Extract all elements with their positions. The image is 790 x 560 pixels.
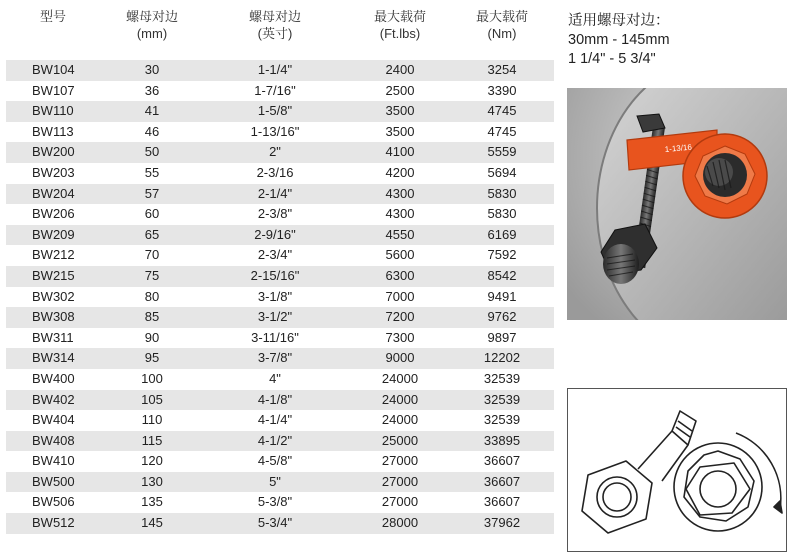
cell-nut-inch: 5-3/8" [257, 494, 293, 510]
cell-max-load-nm: 9491 [487, 288, 517, 304]
header-model-label: 型号 [40, 9, 67, 24]
wrench-diagram [568, 389, 787, 552]
cell-nut-inch: 2-3/4" [257, 247, 293, 263]
wrench-handle-outline [638, 431, 688, 481]
table-row [6, 204, 554, 225]
bolt-outline [672, 411, 696, 445]
cell-nut-inch: 2-9/16" [254, 226, 296, 242]
range-imperial: 1 1/4" - 5 3/4" [568, 51, 656, 67]
range-title: 适用螺母对边： [568, 13, 670, 29]
cell-nut-inch: 3-7/8" [257, 350, 293, 366]
usage-line-drawing [567, 388, 787, 552]
cell-model: BW512 [32, 515, 75, 531]
cell-nut-mm: 46 [144, 123, 160, 139]
nut-range-info [568, 12, 788, 69]
cell-nut-mm: 135 [141, 494, 163, 510]
cell-nut-inch: 3-1/2" [257, 309, 293, 325]
cell-max-load-nm: 32539 [483, 412, 521, 428]
table-row [6, 451, 554, 472]
cell-max-load-ftlbs: 27000 [381, 494, 419, 510]
cell-model: BW104 [32, 62, 75, 77]
cell-model: BW314 [32, 350, 75, 366]
cell-max-load-ftlbs: 24000 [381, 391, 419, 407]
cell-nut-mm: 70 [144, 247, 160, 263]
cell-model: BW203 [32, 164, 75, 180]
cell-nut-mm: 60 [144, 206, 160, 222]
cell-nut-inch: 4-1/8" [257, 391, 293, 407]
cell-max-load-nm: 37962 [483, 515, 521, 531]
cell-max-load-ftlbs: 25000 [381, 432, 419, 448]
cell-model: BW404 [32, 412, 75, 428]
table-row [6, 266, 554, 287]
cell-nut-mm: 90 [144, 329, 160, 345]
cell-max-load-nm: 5559 [487, 144, 517, 160]
cell-max-load-ftlbs: 27000 [381, 473, 419, 489]
header-max-load-nm-line2: (Nm) [487, 26, 517, 41]
cell-nut-inch: 5-3/4" [257, 515, 293, 531]
cell-max-load-nm: 33895 [483, 432, 521, 448]
cell-max-load-nm: 3254 [487, 62, 517, 77]
cell-nut-inch: 1-7/16" [254, 82, 296, 98]
table-row [6, 184, 554, 205]
cell-max-load-ftlbs: 7200 [385, 309, 415, 325]
cell-model: BW212 [32, 247, 75, 263]
table-row [6, 348, 554, 369]
cell-model: BW200 [32, 144, 75, 160]
cell-max-load-nm: 12202 [483, 350, 521, 366]
header-max-load-nm-line1: 最大载荷 [475, 9, 528, 24]
cell-max-load-ftlbs: 3500 [385, 103, 415, 119]
cell-max-load-ftlbs: 4300 [385, 206, 415, 222]
cell-nut-inch: 4-1/4" [257, 412, 293, 428]
cell-max-load-nm: 5694 [487, 164, 517, 180]
cell-model: BW308 [32, 309, 75, 325]
cell-model: BW209 [32, 226, 75, 242]
cell-nut-mm: 120 [141, 453, 163, 469]
cell-max-load-nm: 6169 [487, 226, 517, 242]
table-row [6, 122, 554, 143]
cell-max-load-nm: 8542 [487, 267, 517, 283]
table-header [6, 8, 554, 60]
table-row [6, 307, 554, 328]
cell-max-load-ftlbs: 27000 [381, 453, 419, 469]
cell-model: BW400 [32, 370, 75, 386]
cell-max-load-nm: 4745 [487, 123, 517, 139]
cell-nut-mm: 57 [144, 185, 160, 201]
cell-max-load-nm: 36607 [483, 494, 521, 510]
cell-max-load-nm: 5830 [487, 185, 517, 201]
header-nut-mm-line1: 螺母对边 [125, 9, 178, 24]
cell-nut-mm: 75 [144, 267, 160, 283]
cell-model: BW506 [32, 494, 75, 510]
table-row [6, 328, 554, 349]
cell-nut-mm: 65 [144, 226, 160, 242]
cell-max-load-nm: 9762 [487, 309, 517, 325]
cell-model: BW311 [32, 329, 74, 345]
table-row [6, 390, 554, 411]
cell-model: BW410 [32, 453, 75, 469]
table-row [6, 287, 554, 308]
product-photo [567, 88, 787, 320]
cell-max-load-nm: 9897 [487, 329, 517, 345]
header-max-load-ftlbs-line1: 最大载荷 [373, 9, 426, 24]
cell-max-load-ftlbs: 2400 [385, 62, 415, 77]
table-row [6, 472, 554, 493]
header-max-load-nm [450, 8, 554, 42]
cell-max-load-nm: 32539 [483, 391, 521, 407]
cell-max-load-ftlbs: 24000 [381, 412, 419, 428]
cell-max-load-ftlbs: 4550 [385, 226, 415, 242]
cell-nut-inch: 4-1/2" [257, 432, 293, 448]
cell-max-load-ftlbs: 3500 [385, 123, 415, 139]
cell-max-load-ftlbs: 4200 [385, 164, 415, 180]
cell-nut-mm: 30 [144, 62, 160, 77]
cell-nut-mm: 50 [144, 144, 160, 160]
cell-max-load-ftlbs: 28000 [381, 515, 419, 531]
cell-max-load-nm: 3390 [487, 82, 517, 98]
cell-nut-mm: 115 [141, 432, 163, 448]
cell-nut-inch: 5" [269, 473, 281, 489]
cell-model: BW204 [32, 185, 75, 201]
table-row [6, 81, 554, 102]
cell-max-load-nm: 36607 [483, 453, 521, 469]
cell-nut-inch: 2-3/16 [256, 164, 294, 180]
cell-max-load-nm: 4745 [487, 103, 517, 119]
cell-nut-mm: 105 [141, 391, 163, 407]
table-row [6, 101, 554, 122]
cell-nut-mm: 36 [144, 82, 160, 98]
cell-nut-inch: 4-5/8" [257, 453, 293, 469]
header-max-load-ftlbs [350, 8, 450, 42]
cell-max-load-ftlbs: 4300 [385, 185, 415, 201]
table-row [6, 60, 554, 81]
table-row [6, 513, 554, 534]
cell-nut-mm: 41 [144, 103, 160, 119]
cell-max-load-ftlbs: 7300 [385, 329, 415, 345]
cell-model: BW107 [32, 82, 75, 98]
header-nut-mm-line2: (mm) [136, 26, 168, 41]
left-hex-nut-outline [582, 461, 652, 533]
wrench-ring-outline [684, 451, 754, 521]
cell-nut-inch: 2-3/8" [257, 206, 293, 222]
header-nut-inch [200, 8, 350, 42]
table-row [6, 369, 554, 390]
cell-max-load-nm: 32539 [483, 370, 521, 386]
table-row [6, 245, 554, 266]
cell-nut-mm: 145 [141, 515, 163, 531]
cell-model: BW408 [32, 432, 75, 448]
table-body [6, 60, 554, 534]
table-row [6, 225, 554, 246]
cell-max-load-ftlbs: 2500 [385, 82, 415, 98]
cell-model: BW110 [32, 103, 74, 119]
cell-nut-mm: 95 [144, 350, 160, 366]
cell-max-load-nm: 36607 [483, 473, 521, 489]
wrench-marking: 1-13/16 [664, 142, 693, 154]
cell-model: BW402 [32, 391, 75, 407]
range-metric: 30mm - 145mm [568, 32, 670, 48]
cell-model: BW302 [32, 288, 75, 304]
table-row [6, 142, 554, 163]
cell-max-load-ftlbs: 6300 [385, 267, 415, 283]
cell-model: BW113 [32, 123, 74, 139]
cell-nut-mm: 85 [144, 309, 160, 325]
cell-model: BW215 [32, 267, 75, 283]
cell-nut-inch: 1-1/4" [257, 62, 293, 77]
cell-nut-inch: 4" [269, 370, 281, 386]
cell-nut-inch: 3-11/16" [251, 329, 299, 345]
cell-nut-inch: 3-1/8" [257, 288, 293, 304]
cell-nut-inch: 2-1/4" [257, 185, 293, 201]
cell-nut-mm: 80 [144, 288, 160, 304]
cell-max-load-ftlbs: 9000 [385, 350, 415, 366]
cell-nut-mm: 130 [141, 473, 163, 489]
cell-model: BW206 [32, 206, 75, 222]
cell-nut-mm: 100 [141, 370, 163, 386]
cell-max-load-ftlbs: 24000 [381, 370, 419, 386]
cell-model: BW500 [32, 473, 75, 489]
cell-nut-inch: 2" [269, 144, 281, 160]
header-nut-inch-line2: (英寸) [257, 26, 293, 41]
cell-nut-mm: 55 [144, 164, 160, 180]
cell-nut-mm: 110 [141, 412, 163, 428]
cell-max-load-ftlbs: 7000 [385, 288, 415, 304]
table-row [6, 431, 554, 452]
cell-nut-inch: 1-13/16" [250, 123, 300, 139]
spec-table [6, 8, 554, 534]
table-row [6, 492, 554, 513]
table-row [6, 410, 554, 431]
header-max-load-ftlbs-line2: (Ft.lbs) [379, 26, 421, 41]
cell-nut-inch: 2-15/16" [250, 267, 300, 283]
cell-max-load-ftlbs: 5600 [385, 247, 415, 263]
cell-max-load-ftlbs: 4100 [385, 144, 415, 160]
header-model [6, 8, 104, 25]
cell-nut-inch: 1-5/8" [257, 103, 293, 119]
wrench-photo-illustration [567, 88, 787, 320]
header-nut-inch-line1: 螺母对边 [248, 9, 301, 24]
cell-max-load-nm: 5830 [487, 206, 517, 222]
cell-max-load-nm: 7592 [487, 247, 517, 263]
table-row [6, 163, 554, 184]
header-nut-mm [104, 8, 200, 42]
